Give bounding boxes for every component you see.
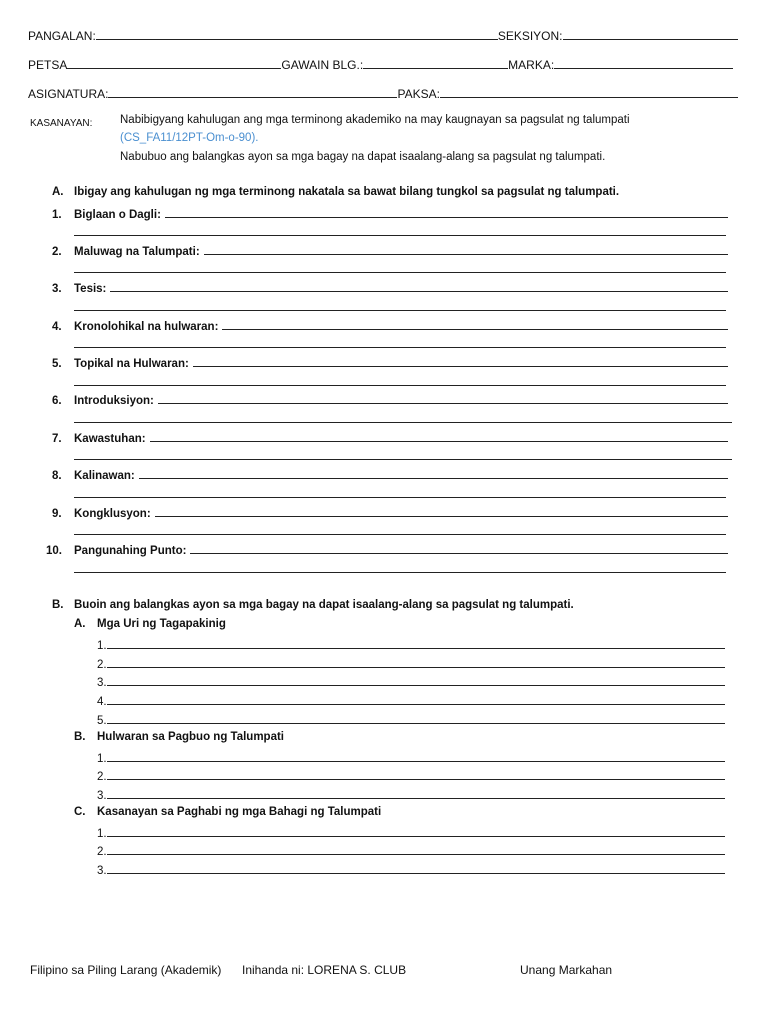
kasanayan-label: KASANAYAN: <box>30 118 93 129</box>
answer-line-continuation[interactable] <box>74 534 726 535</box>
item-number: 5. <box>52 358 62 370</box>
answer-line[interactable] <box>150 430 728 442</box>
answer-line-continuation[interactable] <box>74 497 726 498</box>
item-number: 2. <box>97 846 107 858</box>
marka-field[interactable] <box>554 57 733 69</box>
answer-line[interactable] <box>222 318 728 330</box>
answer-line[interactable] <box>193 355 728 367</box>
item-number: 10. <box>46 545 62 557</box>
item-number: 4. <box>97 696 107 708</box>
subsection-b-letter: B. <box>74 731 86 743</box>
list-item <box>52 355 728 370</box>
answer-line[interactable] <box>107 750 725 762</box>
answer-line[interactable] <box>190 542 728 554</box>
item-label: Kronolohikal na hulwaran: <box>74 321 219 333</box>
item-number: 3. <box>97 865 107 877</box>
item-label: Kawastuhan: <box>74 433 146 445</box>
kasanayan-code: (CS_FA11/12PT-Om-o-90). <box>120 132 259 144</box>
answer-line-continuation[interactable] <box>74 235 726 236</box>
list-item <box>97 750 725 765</box>
item-label: Introduksiyon: <box>74 395 154 407</box>
gawain-field[interactable] <box>363 57 508 69</box>
answer-line[interactable] <box>107 768 725 780</box>
answer-line[interactable] <box>155 505 728 517</box>
subsection-a-letter: A. <box>74 618 86 630</box>
pangalan-label: PANGALAN: <box>28 29 96 43</box>
list-item <box>97 825 725 840</box>
list-item <box>52 318 728 333</box>
item-label: Topikal na Hulwaran: <box>74 358 189 370</box>
item-number: 1. <box>97 828 107 840</box>
section-a-instruction: Ibigay ang kahulugan ng mga terminong nakatala sa bawat bilang tungkol sa pagsulat ng talumpati. <box>74 186 620 198</box>
answer-line[interactable] <box>107 656 725 668</box>
list-item <box>52 243 728 258</box>
item-label: Pangunahing Punto: <box>74 545 187 557</box>
list-item <box>52 467 728 482</box>
item-number: 5. <box>97 715 107 727</box>
list-item <box>97 712 725 727</box>
list-item <box>52 392 728 407</box>
answer-line-continuation[interactable] <box>74 385 726 386</box>
answer-line[interactable] <box>107 787 725 799</box>
answer-line[interactable] <box>110 280 728 292</box>
item-number: 6. <box>52 395 62 407</box>
list-item <box>52 505 728 520</box>
answer-line[interactable] <box>107 637 725 649</box>
item-number: 3. <box>97 790 107 802</box>
footer-prepared-by: Inihanda ni: LORENA S. CLUB <box>242 963 407 977</box>
list-item <box>97 768 725 783</box>
item-label: Kongklusyon: <box>74 508 151 520</box>
item-number: 1. <box>97 640 107 652</box>
petsa-label: PETSA <box>28 58 68 72</box>
list-item <box>52 280 728 295</box>
item-number: 2. <box>97 771 107 783</box>
gawain-label: GAWAIN BLG.: <box>281 58 364 72</box>
item-number: 4. <box>52 321 62 333</box>
petsa-field[interactable] <box>67 57 281 69</box>
subsection-c-title: Kasanayan sa Paghabi ng mga Bahagi ng Talumpati <box>97 806 382 818</box>
item-label: Tesis: <box>74 283 107 295</box>
item-number: 9. <box>52 508 62 520</box>
answer-line[interactable] <box>107 693 725 705</box>
list-item <box>52 430 728 445</box>
item-number: 3. <box>52 283 62 295</box>
answer-line-continuation[interactable] <box>74 347 726 348</box>
list-item <box>97 693 725 708</box>
answer-line[interactable] <box>165 206 728 218</box>
answer-line-continuation[interactable] <box>74 422 732 423</box>
footer-quarter: Unang Markahan <box>520 963 613 977</box>
item-number: 2. <box>52 246 62 258</box>
subsection-c-letter: C. <box>74 806 86 818</box>
asignatura-field[interactable] <box>108 86 397 98</box>
list-item <box>97 843 725 858</box>
answer-line[interactable] <box>107 825 725 837</box>
list-item <box>97 637 725 652</box>
section-b-instruction: Buoin ang balangkas ayon sa mga bagay na dapat isaalang-alang sa pagsulat ng talumpati. <box>74 599 574 611</box>
item-label: Kalinawan: <box>74 470 135 482</box>
answer-line[interactable] <box>107 674 725 686</box>
marka-label: MARKA: <box>508 58 555 72</box>
header-row-2 <box>28 57 733 72</box>
asignatura-label: ASIGNATURA: <box>28 87 109 101</box>
item-number: 8. <box>52 470 62 482</box>
section-b-letter: B. <box>52 599 64 611</box>
pangalan-field[interactable] <box>96 28 498 40</box>
answer-line[interactable] <box>139 467 728 479</box>
header-row-1 <box>28 28 738 43</box>
subsection-b-title: Hulwaran sa Pagbuo ng Talumpati <box>97 731 285 743</box>
paksa-label: PAKSA: <box>397 87 440 101</box>
item-number: 1. <box>97 753 107 765</box>
seksiyon-label: SEKSIYON: <box>497 29 563 43</box>
item-number: 7. <box>52 433 62 445</box>
list-item <box>97 787 725 802</box>
footer-subject: Filipino sa Piling Larang (Akademik) <box>30 963 222 977</box>
answer-line[interactable] <box>107 843 725 855</box>
list-item <box>97 674 725 689</box>
list-item <box>97 656 725 671</box>
item-label: Biglaan o Dagli: <box>74 209 161 221</box>
section-a-letter: A. <box>52 186 64 198</box>
answer-line-continuation[interactable] <box>74 459 732 460</box>
answer-line[interactable] <box>204 243 728 255</box>
seksiyon-field[interactable] <box>563 28 739 40</box>
paksa-field[interactable] <box>440 86 738 98</box>
answer-line[interactable] <box>158 392 728 404</box>
list-item <box>52 206 728 221</box>
kasanayan-line-1: Nabibigyang kahulugan ang mga terminong akademiko na may kaugnayan sa pagsulat ng talumpati <box>120 114 630 126</box>
kasanayan-line-2: Nabubuo ang balangkas ayon sa mga bagay na dapat isaalang-alang sa pagsulat ng talumpati. <box>120 151 606 163</box>
answer-line-continuation[interactable] <box>74 310 726 311</box>
header-row-3 <box>28 86 738 101</box>
answer-line[interactable] <box>107 712 725 724</box>
item-number: 3. <box>97 677 107 689</box>
item-number: 2. <box>97 659 107 671</box>
list-item <box>46 542 728 557</box>
answer-line[interactable] <box>107 862 725 874</box>
item-label: Maluwag na Talumpati: <box>74 246 200 258</box>
answer-line-continuation[interactable] <box>74 572 726 573</box>
item-number: 1. <box>52 209 62 221</box>
answer-line-continuation[interactable] <box>74 272 726 273</box>
subsection-a-title: Mga Uri ng Tagapakinig <box>97 618 226 630</box>
list-item <box>97 862 725 877</box>
